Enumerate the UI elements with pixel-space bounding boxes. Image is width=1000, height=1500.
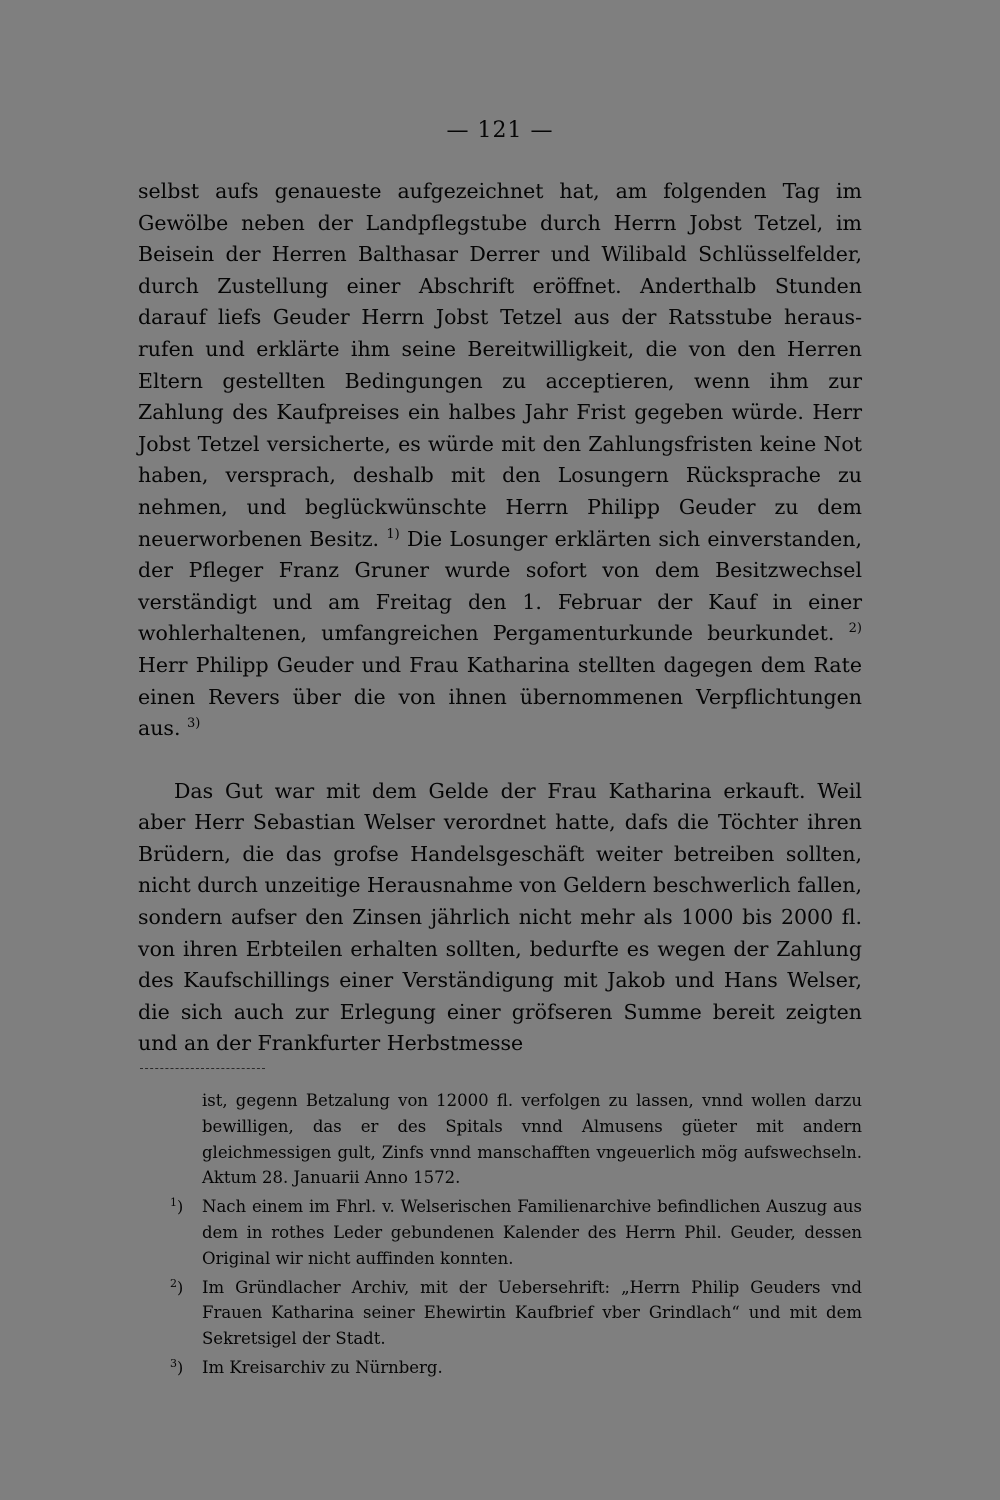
- paragraph-text: Herr Philipp Geuder und Frau Katharina stellten dagegen dem Rate einen Revers über die von ihnen übernommenen Verpflichtungen aus.: [138, 652, 862, 741]
- footnote: [170, 1194, 862, 1271]
- footnote-text: Im Kreisarchiv zu Nürnberg.: [202, 1357, 443, 1377]
- footnote-continuation: ist, gegenn Betzalung von 12000 fl. verfolgen zu lassen, vnnd wollen darzu bewilligen, das er des Spitals vnnd Almusens güeter mit andern gleichmessigen gult, Zinfs vnnd manschafften vngeuerlich mög aufswechseln. Aktum 28. Januarii Anno 1572.: [202, 1091, 862, 1188]
- footnote-ref: 3): [187, 716, 201, 732]
- footnote-text: Nach einem im Fhrl. v. Welserischen Familienarchive befindlichen Auszug aus dem in rothes Leder gebundenen Kalender des Herrn Phil. Geuder, dessen Original wir nicht auffinden konnten.: [202, 1197, 862, 1268]
- footnote: [170, 1275, 862, 1352]
- footnote: [170, 1355, 862, 1381]
- page-number: — 121 —: [446, 118, 554, 143]
- paragraph-text: selbst aufs genaueste aufgezeichnet hat, am folgenden Tag im Gewölbe neben der Landpflegstube durch Herrn Jobst Tetzel, im Beisein der Herren Balthasar Derrer und Wilibald Schlüsselfelder, durch Zustellung einer Abschrift eröffnet. Anderthalb Stunden darauf liefs Geuder Herrn Jobst Tetzel aus der Ratsstube herausrufen und erklärte ihm seine Bereitwilligkeit, die von den Herren Eltern gestellten Bedingungen zu acceptieren, wenn ihm zur Zahlung des Kaufpreises ein halbes Jahr Frist gegeben würde. Herr Jobst Tetzel versicherte, es würde mit den Zahlungsfristen keine Not haben, versprach, deshalb mit den Losungern Rücksprache zu nehmen, und beglückwünschte Herrn Philipp Geuder zu dem neuerworbenen Besitz.: [138, 179, 862, 551]
- footnote-mark: $^2$): [170, 1276, 184, 1297]
- paragraph-text: Die Losunger erklärten sich einverstanden, der Pfleger Franz Gruner wurde sofort von dem Besitzwechsel verständigt und am Freitag den 1. Februar der Kauf in einer wohlerhaltenen, umfangreichen Pergamenturkunde beurkundet.: [138, 526, 862, 646]
- footnote-mark: $^3$): [170, 1356, 184, 1377]
- footnotes: [170, 1088, 862, 1381]
- paragraph: Das Gut war mit dem Gelde der Frau Katharina erkauft. Weil aber Herr Sebastian Welser verordnet hatte, dafs die Töchter ihren Brüdern, die das grofse Handelsgeschäft weiter betreiben sollten, nicht durch unzeitige Herausnahme von Geldern beschwerlich fallen, sondern aufser den Zinsen jährlich nicht mehr als 1000 bis 2000 fl. von ihren Erbteilen erhalten sollten, bedurfte es wegen der Zahlung des Kaufschillings einer Verständigung mit Jakob und Hans Welser, die sich auch zur Erlegung einer gröfseren Summe bereit zeigten und an der Frankfurter Herbstmesse: [138, 778, 862, 1056]
- paragraph: [138, 176, 862, 745]
- footnote-ref: 2): [848, 621, 862, 637]
- footnote-ref: 1): [386, 526, 400, 542]
- main-text: [138, 176, 862, 1060]
- footnote-text: Im Gründlacher Archiv, mit der Uebersehrift: „Herrn Philip Geuders vnd Frauen Katharina seiner Ehewirtin Kaufbrief vber Grindlach“ und mit dem Sekretsigel der Stadt.: [202, 1277, 862, 1349]
- footnote-mark: $^1$): [170, 1196, 184, 1217]
- footnote-divider: [140, 1068, 265, 1069]
